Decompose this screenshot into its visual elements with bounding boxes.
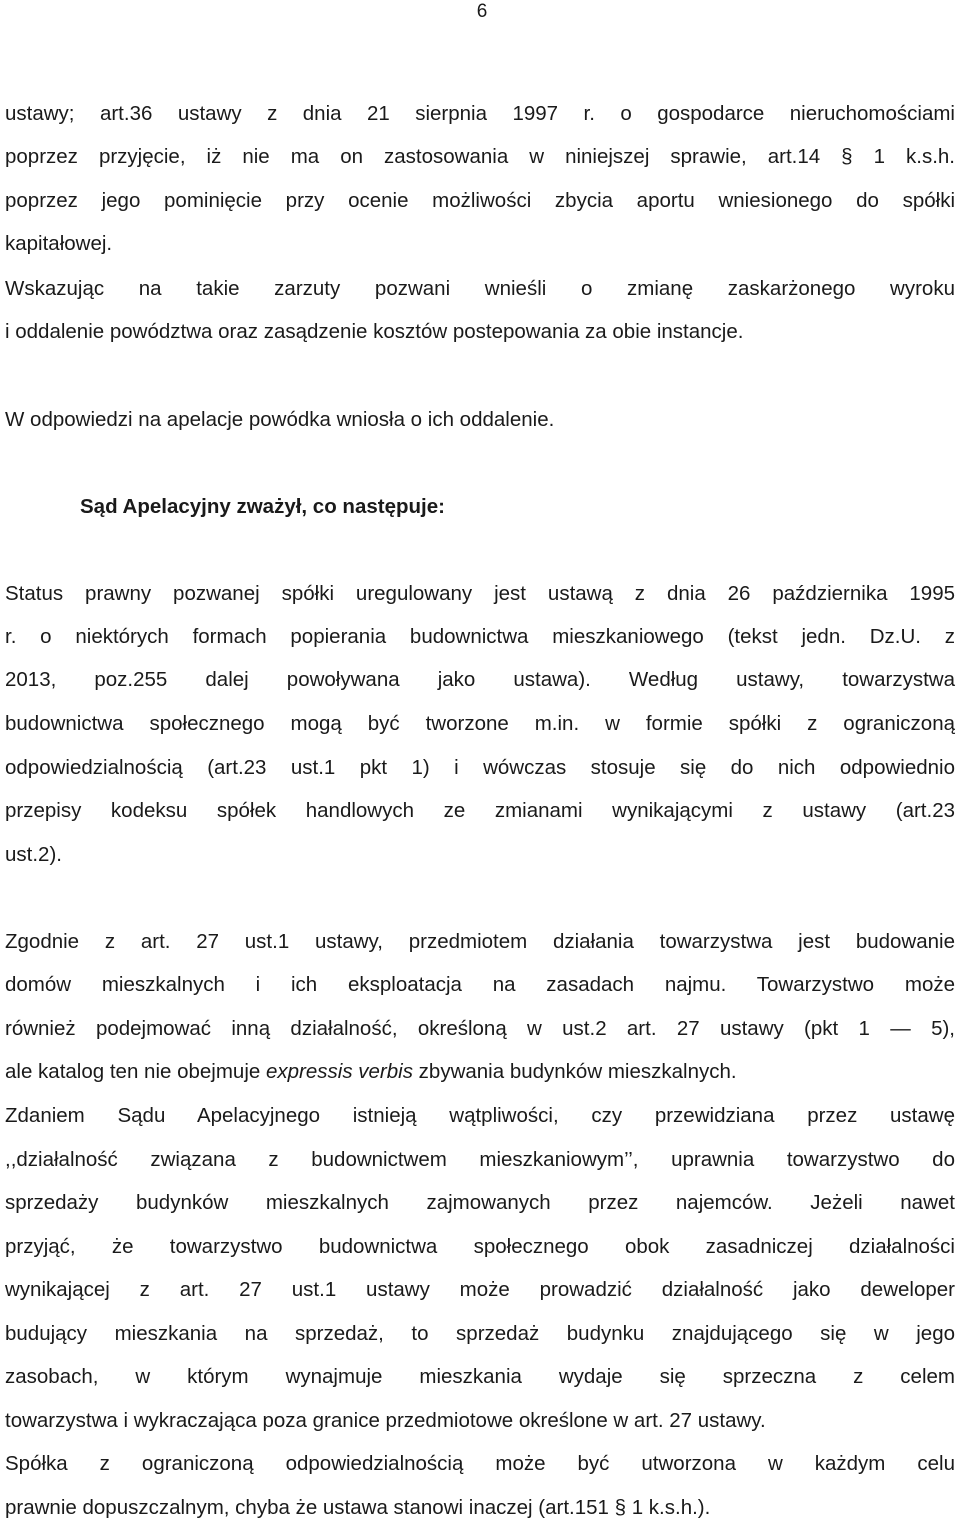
text-line: ust.2). [5,843,62,866]
text-line: sprzedaży budynków mieszkalnych zajmowanych przez najemców. Jeżeli nawet [5,1191,955,1214]
text-line: W odpowiedzi na apelacje powódka wniosła o ich oddalenie. [5,408,555,431]
text-segment: ale katalog ten nie obejmuje [5,1060,266,1083]
text-line: budownictwa społecznego mogą być tworzone m.in. w formie spółki z ograniczoną [5,712,955,735]
text-line: kapitałowej. [5,232,113,255]
text-line: Status prawny pozwanej spółki uregulowany jest ustawą z dnia 26 października 1995 [5,582,955,605]
text-line: prawnie dopuszczalnym, chyba że ustawa stanowi inaczej (art.151 § 1 k.s.h.). [5,1496,711,1519]
text-line: Zdaniem Sądu Apelacyjnego istnieją wątpliwości, czy przewidziana przez ustawę [5,1104,955,1127]
text-line: również podejmować inną działalność, określoną w ust.2 art. 27 ustawy (pkt 1 — 5), [5,1017,955,1040]
text-line: odpowiedzialnością (art.23 ust.1 pkt 1) i wówczas stosuje się do nich odpowiednio [5,756,955,779]
text-line: Spółka z ograniczoną odpowiedzialnością może być utworzona w każdym celu [5,1452,955,1475]
text-line: wynikającej z art. 27 ust.1 ustawy może prowadzić działalność jako deweloper [5,1278,955,1301]
text-line [5,1058,955,1086]
text-line: Zgodnie z art. 27 ust.1 ustawy, przedmiotem działania towarzystwa jest budowanie [5,930,955,953]
page-number: 6 [476,1,488,22]
text-line: ,,działalność związana z budownictwem mieszkaniowym’’, uprawnia towarzystwo do [5,1148,955,1171]
text-line: budujący mieszkania na sprzedaż, to sprzedaż budynku znajdującego się w jego [5,1322,955,1345]
text-line: 2013, poz.255 dalej powoływana jako ustawa). Według ustawy, towarzystwa [5,668,955,691]
text-line: zasobach, w którym wynajmuje mieszkania wydaje się sprzeczna z celem [5,1365,955,1388]
italic-phrase: expressis verbis [266,1060,413,1083]
text-line: Wskazując na takie zarzuty pozwani wnieśli o zmianę zaskarżonego wyroku [5,277,955,300]
text-line: ustawy; art.36 ustawy z dnia 21 sierpnia 1997 r. o gospodarce nieruchomościami [5,102,955,125]
text-line: przepisy kodeksu spółek handlowych ze zmianami wynikającymi z ustawy (art.23 [5,799,955,822]
text-line: domów mieszkalnych i ich eksploatacja na zasadach najmu. Towarzystwo może [5,973,955,996]
text-line: r. o niektórych formach popierania budownictwa mieszkaniowego (tekst jedn. Dz.U. z [5,625,955,648]
text-segment: zbywania budynków mieszkalnych. [412,1060,737,1083]
text-line: przyjąć, że towarzystwo budownictwa społecznego obok zasadniczej działalności [5,1235,955,1258]
text-line: poprzez przyjęcie, iż nie ma on zastosowania w niniejszej sprawie, art.14 § 1 k.s.h. [5,145,955,168]
section-heading: Sąd Apelacyjny zważył, co następuje: [80,495,445,518]
text-line: i oddalenie powództwa oraz zasądzenie kosztów postepowania za obie instancje. [5,320,744,343]
text-line: poprzez jego pominięcie przy ocenie możliwości zbycia aportu wniesionego do spółki [5,189,955,212]
text-line: towarzystwa i wykraczająca poza granice przedmiotowe określone w art. 27 ustawy. [5,1409,766,1432]
